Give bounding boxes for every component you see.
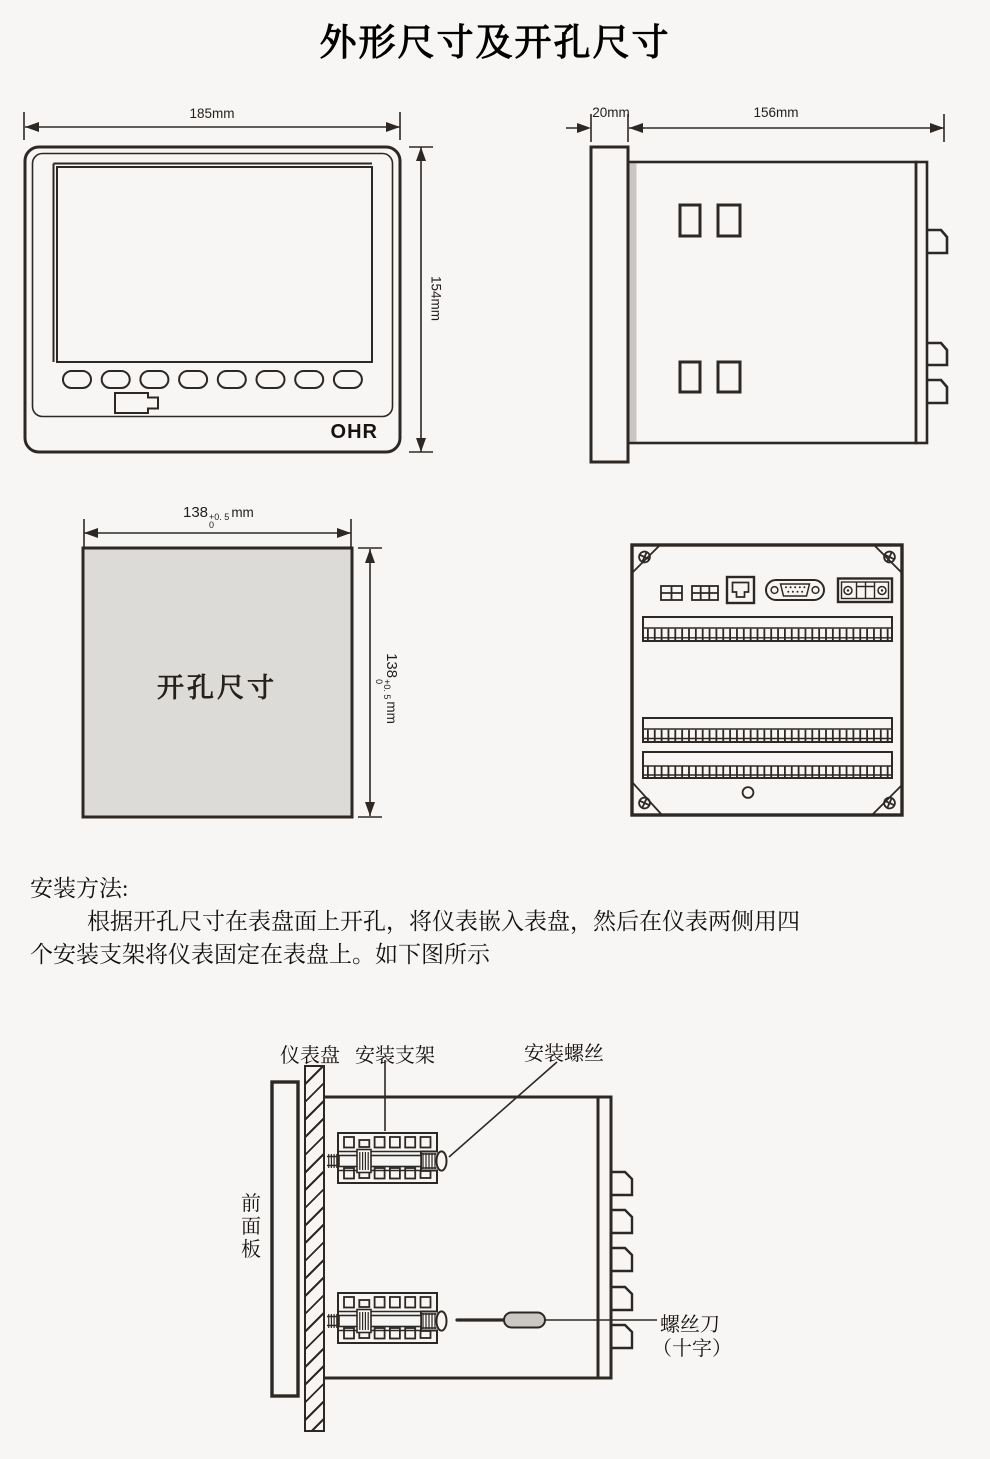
installation-figure [180, 1030, 990, 1459]
terminal-connector-3pin [692, 586, 718, 600]
side-depth-label: 156mm [753, 105, 799, 120]
label-bracket: 安装支架 [355, 1045, 435, 1067]
side-bezel [591, 147, 628, 462]
front-view-figure [0, 95, 460, 470]
panel-cutout-wall [304, 1065, 325, 1432]
side-vent-slots [680, 205, 740, 392]
cutout-caption: 开孔尺寸 [157, 673, 277, 703]
installation-text [30, 872, 965, 971]
power-terminal [838, 579, 892, 603]
cutout-height-tol-minus: 0 [373, 679, 384, 685]
ethernet-port [727, 577, 754, 603]
terminal-strip-2 [643, 718, 892, 742]
cutout-width-tol-minus: 0 [209, 520, 215, 530]
rear-view-figure [615, 535, 920, 830]
front-bezel [25, 147, 400, 452]
cutout-width-unit: mm [231, 505, 254, 520]
installation-line2: 个安装支架将仪表固定在表盘上。如下图所示 [30, 942, 490, 967]
cutout-height-label [375, 653, 400, 724]
mounting-bracket-bottom [327, 1293, 447, 1343]
screwdriver [457, 1313, 545, 1328]
label-front-panel: 前面板 [241, 1193, 261, 1261]
terminal-connector-2pin [661, 586, 682, 600]
installation-line1: 根据开孔尺寸在表盘面上开孔，将仪表嵌入表盘，然后在仪表两侧用四 [87, 909, 800, 934]
label-screwdriver-type: （十字） [652, 1338, 732, 1360]
mounting-bracket-top [327, 1133, 447, 1183]
side-bezel-label: 20mm [592, 105, 630, 120]
label-panel: 仪表盘 [280, 1045, 340, 1067]
side-body [628, 162, 916, 443]
front-screen [54, 164, 373, 363]
terminal-strip-3 [643, 752, 892, 778]
brand-logo: OHR [330, 421, 378, 443]
install-rear-cap [598, 1097, 611, 1378]
cutout-height-tol-plus: +0. 5 [381, 679, 392, 700]
front-height-label: 154mm [428, 275, 444, 321]
cutout-width-value: 138 [183, 504, 209, 521]
db9-pins [785, 586, 805, 593]
usb-port [115, 393, 158, 413]
leader-lines [385, 1060, 657, 1320]
side-view-figure [540, 95, 990, 470]
side-gasket [630, 164, 637, 442]
terminal-strip-1 [643, 617, 892, 641]
cutout-width-tol-plus: +0. 5 [209, 512, 230, 522]
rear-hole [743, 787, 754, 798]
cutout-height-value: 138 [382, 653, 400, 679]
label-screwdriver: 螺丝刀 [660, 1314, 720, 1336]
installation-heading: 安装方法: [30, 876, 129, 901]
page-title: 外形尺寸及开孔尺寸 [319, 23, 671, 64]
cutout-height-unit: mm [383, 701, 399, 724]
side-mounting-clips [927, 230, 947, 403]
install-front-panel [272, 1082, 298, 1396]
install-clips [611, 1172, 632, 1348]
front-button-row [63, 371, 362, 388]
serial-port-db9 [766, 580, 824, 600]
cutout-width-label [183, 504, 254, 529]
front-width-label: 185mm [189, 106, 235, 121]
side-rear-cap [916, 162, 927, 443]
label-screw: 安装螺丝 [524, 1043, 604, 1065]
